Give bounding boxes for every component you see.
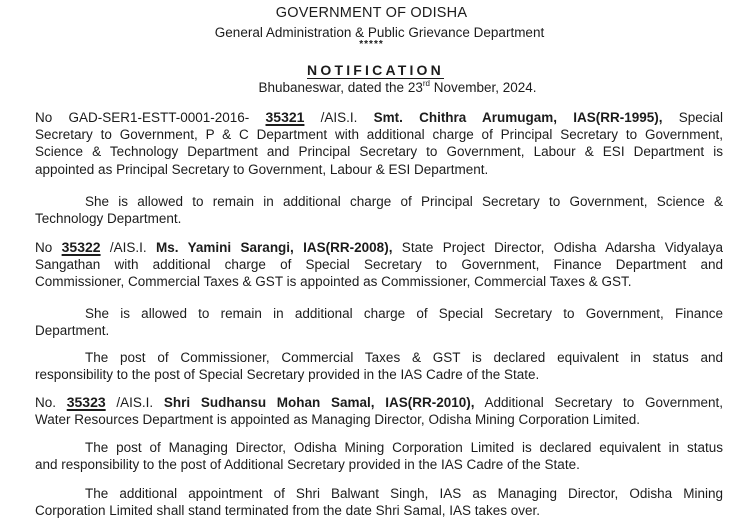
- order-1-line-3: Science & Technology Department and Principal Secretary to Government, Labour & ESI Department is: [35, 144, 723, 160]
- paragraph-5: [35, 485, 723, 519]
- department-heading: General Administration & Public Grievance Department: [214, 25, 545, 40]
- order-2-line-3: Commissioner, Commercial Taxes & GST is appointed as Commissioner, Commercial Taxes & GST.: [35, 274, 632, 290]
- notification-title: [4, 62, 743, 78]
- order-3-paragraph: [35, 394, 723, 428]
- order-2-line-1: [35, 239, 723, 256]
- order-3-prefix: No.: [35, 395, 67, 410]
- order-3-line-1-rest: Additional Secretary to Government,: [474, 395, 723, 410]
- paragraph-2-line-1: She is allowed to remain in additional charge of Special Secretary to Government, Finance: [85, 306, 723, 321]
- heading-separator: *****: [359, 39, 384, 50]
- paragraph-1-line-1: She is allowed to remain in additional charge of Principal Secretary to Government, Science &: [85, 194, 723, 209]
- paragraph-3: [35, 349, 723, 383]
- notification-title-text: NOTIFICATION: [307, 62, 444, 78]
- paragraph-3-line-1: The post of Commissioner, Commercial Taxes & GST is declared equivalent in status and: [85, 350, 723, 365]
- order-1-after-number: /AIS.I.: [304, 110, 374, 125]
- order-3-line-1: [35, 394, 723, 411]
- order-1-paragraph: [35, 109, 723, 178]
- order-1-line-1-rest: Special: [662, 110, 723, 125]
- paragraph-2: [35, 305, 723, 339]
- date-prefix: Bhubaneswar, dated the 23: [258, 80, 423, 95]
- paragraph-4-line-1: The post of Managing Director, Odisha Mining Corporation Limited is declared equivalent in status: [85, 440, 723, 455]
- order-2-number: 35322: [61, 239, 101, 255]
- order-3-officer: Shri Sudhansu Mohan Samal, IAS(RR-2010),: [163, 395, 475, 410]
- paragraph-3-line-2: responsibility to the post of Special Secretary provided in the IAS Cadre of the State.: [35, 367, 540, 383]
- order-3-line-2: Water Resources Department is appointed as Managing Director, Odisha Mining Corporation Limited.: [35, 412, 641, 428]
- paragraph-2-line-2: Department.: [35, 323, 110, 339]
- paragraph-1-line-2: Technology Department.: [35, 211, 182, 227]
- order-2-prefix: No: [35, 240, 62, 255]
- government-heading: GOVERNMENT OF ODISHA: [275, 5, 468, 21]
- order-2-after-number: /AIS.I.: [100, 240, 157, 255]
- order-3-after-number: /AIS.I.: [105, 395, 164, 410]
- paragraph-5-line-1: The additional appointment of Shri Balwant Singh, IAS as Managing Director, Odisha Mining: [85, 486, 723, 501]
- order-1-officer: Smt. Chithra Arumugam, IAS(RR-1995),: [373, 110, 663, 125]
- date-rest: November, 2024.: [429, 80, 537, 95]
- order-1-number: 35321: [265, 109, 305, 125]
- order-1-line-2: Secretary to Government, P & C Department with additional charge of Principal Secretary to Government,: [35, 127, 723, 143]
- paragraph-4: [35, 439, 723, 473]
- order-2-line-2: Sangathan with additional charge of Special Secretary to Government, Finance Department and: [35, 257, 723, 273]
- date-line: [26, 80, 743, 95]
- order-1-line-1: [35, 109, 723, 126]
- paragraph-5-line-2: Corporation Limited shall stand terminated from the date Shri Samal, IAS takes over.: [35, 503, 540, 519]
- date-suffix: rd: [422, 79, 430, 88]
- order-2-line-1-rest: State Project Director, Odisha Adarsha Vidyalaya: [392, 240, 724, 255]
- order-1-line-4: appointed as Principal Secretary to Government, Labour & ESI Department.: [35, 161, 489, 177]
- order-1-prefix: No GAD-SER1-ESTT-0001-2016-: [35, 110, 266, 125]
- paragraph-1: [35, 193, 723, 227]
- order-3-number: 35323: [66, 394, 106, 410]
- paragraph-4-line-2: and responsibility to the post of Additional Secretary provided in the IAS Cadre of the State.: [35, 457, 580, 473]
- order-2-officer: Ms. Yamini Sarangi, IAS(RR-2008),: [156, 240, 393, 255]
- order-2-paragraph: [35, 239, 723, 291]
